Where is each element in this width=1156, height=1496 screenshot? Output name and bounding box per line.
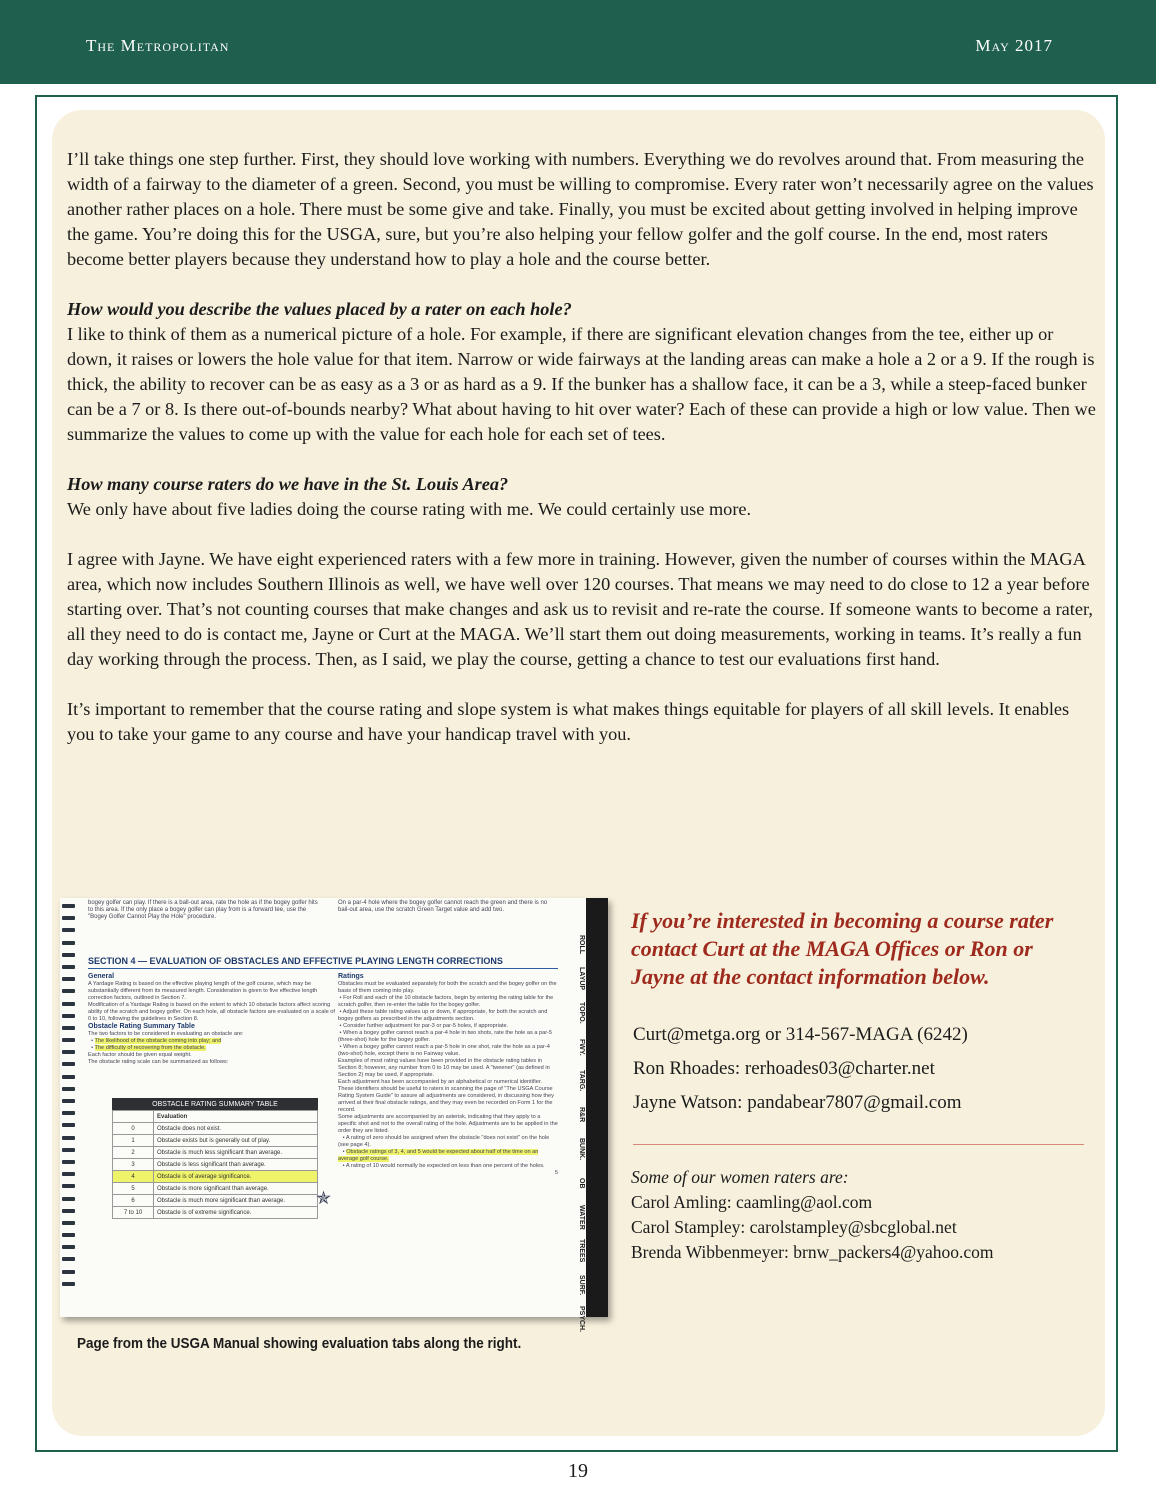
- manual-left-column: General A Yardage Rating is based on the effective playing length of the golf course, which may be substantially different from its measured length. Consideration is given to five effective length correction factors, outlined in Section 7. Modification of a Yardage Rating is based on the extent to which 10 obstacle factors affect scoring ability of the scratch and bogey golfer. On each hole, all obstacle factors are evaluated on a scale of 0 to 10, following the guidelines in Section 8. Obstacle Rating Summary Table The two factors to be considered in evaluating an obstacle are: • The likelihood of the obstacle coming into play; and • The difficulty of recovering from the obstacle. Each factor should be given equal weight. The obstacle rating scale can be summarized as follows:: [88, 973, 335, 1065]
- tab-label: TOPO.: [578, 1002, 585, 1024]
- answer-text: I like to think of them as a numerical picture of a hole. For example, if there are significant elevation changes from the tee, either up or down, it raises or lowers the hole value for that item. Narrow or wide fairways at the landing areas can make a hole a 2 or a 9. If the rough is thick, the ability to recover can be as easy as a 3 or as hard as a 9. If the bunker has a shallow face, it can be a 3, while a steep-faced bunker can be a 7 or 8. Is there out-of-bounds nearby? What about having to hit over water? Each of these can provide a high or low value. Then we summarize the values to come up with the value for each hole for each set of tees.: [67, 324, 1096, 444]
- manual-general-text: A Yardage Rating is based on the effective playing length of the golf course, which may be substantially different from its measured length. Consideration is given to five effective length correction factors, outlined in Section 7.: [88, 981, 318, 1001]
- table-cell-value: 6: [113, 1195, 154, 1207]
- answer-text: We only have about five ladies doing the course rating with me. We could certainly use more.: [67, 499, 752, 519]
- manual-general-text: Modification of a Yardage Rating is based on the extent to which 10 obstacle factors affect scoring ability of the scratch and bogey golfer. On each hole, all obstacle factors are evaluated on a scale of 0 to 10, following the guidelines in Section 8.: [88, 1002, 335, 1022]
- question-heading: How many course raters do we have in the St. Louis Area?: [67, 474, 509, 494]
- usga-manual-photo: [60, 898, 608, 1333]
- tab-label: TARG.: [578, 1070, 585, 1092]
- tab-label: PSYCH.: [578, 1305, 585, 1333]
- manual-page-marker: 5: [554, 1170, 558, 1176]
- question-heading: How would you describe the values placed by a rater on each hole?: [67, 299, 572, 319]
- table-cell-value: 4: [113, 1171, 154, 1183]
- manual-section-title: SECTION 4 — EVALUATION OF OBSTACLES AND EFFECTIVE PLAYING LENGTH CORRECTIONS: [88, 956, 558, 969]
- tab-label: TREES: [578, 1239, 585, 1263]
- rater-item: Carol Amling: caamling@aol.com: [631, 1192, 873, 1212]
- table-cell-value: 2: [113, 1147, 154, 1159]
- manual-ratings-text: Obstacles must be evaluated separately for both the scratch and the bogey golfer on the basis of them coming into play.: [338, 981, 557, 994]
- table-cell-text: Obstacle is much less significant than average.: [154, 1147, 318, 1159]
- table-cell-text: Obstacle exists but is generally out of play.: [154, 1135, 318, 1147]
- tab-label: LAYUP: [578, 967, 585, 991]
- manual-ratings-bullet: When a bogey golfer cannot reach a par-5 hole in one shot, rate the hole as a par-4 (two-shot) hole, except there is no Fairway value.: [338, 1044, 550, 1057]
- table-cell-value: 7 to 10: [113, 1207, 154, 1219]
- tab-label: ROLL: [578, 935, 585, 955]
- table-cell-value: 1: [113, 1135, 154, 1147]
- tab-label: FWY.: [578, 1038, 585, 1056]
- manual-top-right-text: On a par-4 hole where the bogey golfer cannot reach the green and there is no bail-out area, use the scratch Green Target value and add two.: [338, 900, 548, 913]
- table-cell-text: Obstacle is less significant than average.: [154, 1159, 318, 1171]
- contact-ron: Ron Rhoades: rerhoades03@charter.net: [633, 1058, 935, 1079]
- article-qa: [67, 472, 1097, 522]
- table-row: [113, 1135, 318, 1147]
- article-paragraph: I agree with Jayne. We have eight experienced raters with a few more in training. However, given the number of courses within the MAGA area, which now includes Southern Illinois as well, we have well over 120 courses. That means we may need to do close to 12 a year before starting over. That’s not counting courses that make changes and ask us to revisit and re-rate the course. If someone wants to become a rater, all they need to do is contact me, Jayne or Curt at the MAGA. We’ll start them out doing measurements, working in teams. It’s really a fun day working through the process. Then, as I said, we play the course, getting a chance to test our evaluations first hand.: [67, 549, 1093, 669]
- page-number: 19: [568, 1460, 588, 1482]
- manual-bullet: The likelihood of the obstacle coming into play; and: [94, 1038, 222, 1044]
- manual-ratings-text: Each adjustment has been accompanied by an alphabetical or numerical identifier. These identifiers should be useful to raters in scanning the page of "The USGA Course Rating System Guide" to assure all adjustments are considered, in discussing how they arrived at their final obstacle ratings, and they may even be recorded on Form 1 for the record.: [338, 1079, 554, 1113]
- divider: [633, 1144, 1084, 1145]
- manual-weight-text: Each factor should be given equal weight.: [88, 1052, 192, 1058]
- evaluation-tabs: [578, 928, 598, 1333]
- table-cell-text: Obstacle does not exist.: [154, 1123, 318, 1135]
- manual-ratings-bullet: Adjust these table rating values up or down, if appropriate, for both the scratch and bogey golfers as prescribed in the adjustments section.: [338, 1009, 548, 1022]
- tab-label: R&R: [578, 1107, 585, 1123]
- issue-date: May 2017: [975, 36, 1053, 55]
- manual-table-title: OBSTACLE RATING SUMMARY TABLE: [112, 1098, 318, 1111]
- manual-summary-heading: Obstacle Rating Summary Table: [88, 1023, 195, 1030]
- table-cell-text: Obstacle is more significant than average.: [154, 1183, 318, 1195]
- manual-ratings-bullet: A rating of zero should be assigned when the obstacle "does not exist" on the hole (see page 4).: [338, 1135, 550, 1148]
- article-paragraph: It’s important to remember that the course rating and slope system is what makes things equitable for players of all skill levels. It enables you to take your game to any course and have your handicap travel with you.: [67, 699, 1070, 744]
- manual-general-heading: General: [88, 973, 115, 980]
- rater-promo: If you’re interested in becoming a course rater contact Curt at the MAGA Offices or Ron or Jayne at the contact information below.: [631, 908, 1054, 989]
- table-cell-value: 5: [113, 1183, 154, 1195]
- table-header: Evaluation: [154, 1111, 318, 1123]
- manual-bullet: The difficulty of recovering from the obstacle.: [94, 1045, 206, 1051]
- spiral-binding: [62, 904, 78, 1314]
- manual-ratings-bullet: A rating of 10 would normally be expected on less than one percent of the holes.: [345, 1163, 545, 1169]
- manual-ratings-bullet: For Roll and each of the 10 obstacle factors, begin by entering the rating table for the scratch golfer, then re-enter the table for the bogey golfer.: [338, 995, 554, 1008]
- table-cell-text: Obstacle is much more significant than average.: [154, 1195, 318, 1207]
- manual-summary-text: The two factors to be considered in evaluating an obstacle are:: [88, 1031, 244, 1037]
- manual-scale-text: The obstacle rating scale can be summarized as follows:: [88, 1059, 229, 1065]
- tab-label: WATER: [578, 1204, 585, 1230]
- manual-ratings-text: Examples of most rating values have been provided in the obstacle rating tables in Section 8; however, any number from 0 to 10 may be used. A "tweener" (as defined in Section 2) may be used, if appropriate.: [338, 1058, 550, 1078]
- table-cell-value: 0: [113, 1123, 154, 1135]
- table-row: [113, 1195, 318, 1207]
- article-body: [67, 147, 1097, 772]
- obstacle-rating-table: [112, 1110, 318, 1219]
- table-cell-text: Obstacle is of extreme significance.: [154, 1207, 318, 1219]
- manual-ratings-text: Some adjustments are accompanied by an asterisk, indicating that they apply to a specific shot and not to the overall rating of the hole. Adjustments are to be applied in the order they are listed.: [338, 1114, 558, 1134]
- table-row: [113, 1171, 318, 1183]
- table-cell-value: 3: [113, 1159, 154, 1171]
- tab-label: BUNK.: [578, 1137, 585, 1161]
- photo-caption: Page from the USGA Manual showing evaluation tabs along the right.: [77, 1335, 522, 1352]
- tab-label: SURF.: [578, 1274, 585, 1296]
- contact-curt: Curt@metga.org or 314-567-MAGA (6242): [633, 1024, 968, 1045]
- manual-ratings-heading: Ratings: [338, 973, 364, 980]
- manual-top-left-text: bogey golfer can play. If there is a ball-out area, rate the hole as if the bogey golfer hits to this area. If the only place a bogey golfer can play from is a forward tee, use the "Bogey Golfer Cannot Play the Hole" procedure.: [88, 900, 318, 920]
- article-paragraph: I’ll take things one step further. First, they should love working with numbers. Everything we do revolves around that. From measuring the width of a fairway to the diameter of a green. Second, you must be willing to compromise. Every rater won’t necessarily agree on the values another rather places on a hole. There must be some give and take. Finally, you must be excited about getting involved in helping improve the game. You’re doing this for the USGA, sure, but you’re also helping your fellow golfer and the golf course. In the end, most raters become better players because they understand how to play a hole and the course better.: [67, 149, 1094, 269]
- tab-label: OB: [578, 1177, 585, 1189]
- table-row: [113, 1183, 318, 1195]
- header-bar: [0, 0, 1156, 84]
- manual-right-column: Ratings Obstacles must be evaluated separately for both the scratch and the bogey golfer on the basis of them coming into play. • For Roll and each of the 10 obstacle factors, begin by entering the rating table for the scratch golfer, then re-enter the table for the bogey golfer. • Adjust these table rating values up or down, if appropriate, for both the scratch and bogey golfers as prescribed in the adjustments section. • Consider further adjustment for par-3 or par-5 holes, if appropriate. • When a bogey golfer cannot reach a par-4 hole in two shots, rate the hole as a par-5 (three-shot) hole for the bogey golfer. • When a bogey golfer cannot reach a par-5 hole in one shot, rate the hole as a par-4 (two-shot) hole, except there is no Fairway value. Examples of most rating values have been provided in the obstacle rating tables in Section 8; however, any number from 0 to 10 may be used. A "tweener" (as defined in Section 2) may be used, if appropriate. Each adjustment has been accompanied by an alphabetical or numerical identifier. These identifiers should be useful to raters in scanning the page of "The USGA Course Rating System Guide" to assure all adjustments are considered, in discussing how they arrived at their final obstacle ratings, and they may even be recorded on Form 1 for the record. Some adjustments are accompanied by an asterisk, indicating that they apply to a specific shot and not to the overall rating of the hole. Adjustments are to be applied in the order they are listed. • A rating of zero should be assigned when the obstacle "does not exist" on the hole (see page 4). • Obstacle ratings of 3, 4, and 5 would be expected about half of the time on an average golf course. • A rating of 10 would normally be expected on less than one percent of the holes. 5: [338, 973, 558, 1176]
- manual-ratings-bullet: Consider further adjustment for par-3 or par-5 holes, if appropriate.: [343, 1023, 509, 1029]
- article-qa: [67, 297, 1097, 447]
- women-raters: [631, 1165, 994, 1265]
- table-cell-text: Obstacle is of average significance.: [154, 1171, 318, 1183]
- table-row: [113, 1207, 318, 1219]
- table-row: [113, 1111, 318, 1123]
- manual-ratings-bullet: Obstacle ratings of 3, 4, and 5 would be expected about half of the time on an average golf course.: [338, 1149, 539, 1162]
- table-row: [113, 1147, 318, 1159]
- contact-jayne: Jayne Watson: pandabear7807@gmail.com: [633, 1092, 962, 1113]
- handwritten-star-icon: ✯: [316, 1188, 332, 1208]
- rater-item: Brenda Wibbenmeyer: brnw_packers4@yahoo.com: [631, 1242, 994, 1262]
- contact-list: [633, 1018, 968, 1120]
- publication-title: The Metropolitan: [86, 36, 230, 55]
- raters-intro: Some of our women raters are:: [631, 1167, 849, 1187]
- table-row: [113, 1123, 318, 1135]
- rater-item: Carol Stampley: carolstampley@sbcglobal.net: [631, 1217, 957, 1237]
- table-row: [113, 1159, 318, 1171]
- manual-ratings-bullet: When a bogey golfer cannot reach a par-4 hole in two shots, rate the hole as a par-5 (three-shot) hole for the bogey golfer.: [338, 1030, 553, 1043]
